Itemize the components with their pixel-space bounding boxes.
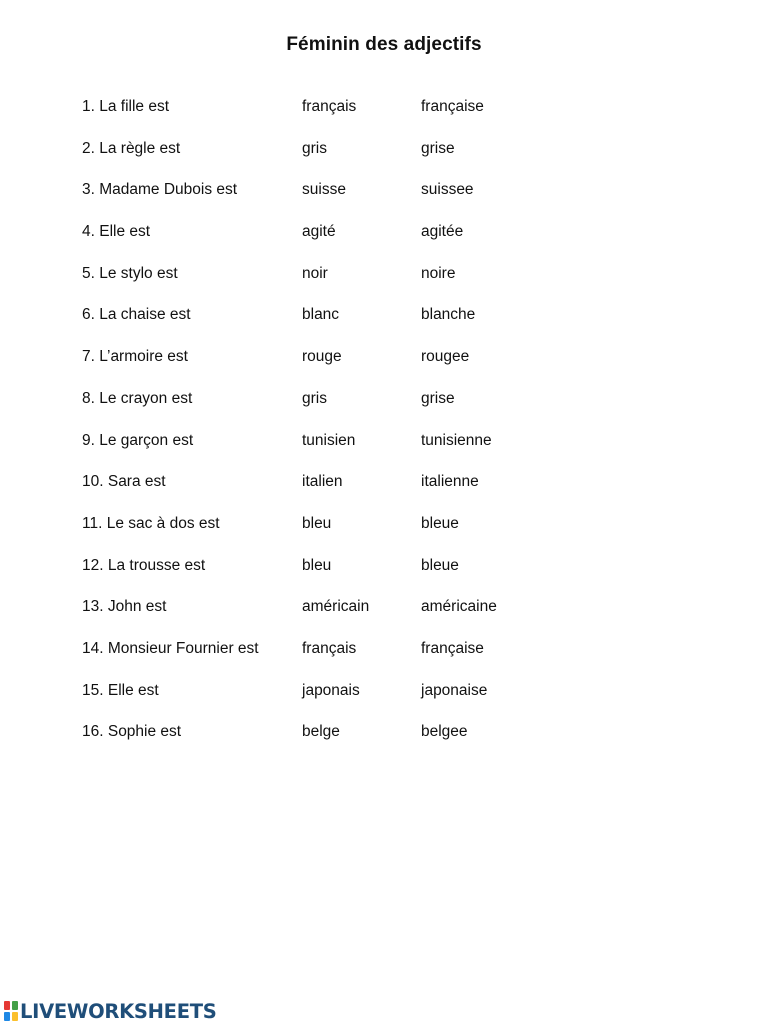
row-masculine: blanc <box>302 306 340 324</box>
row-sentence: 1. La fille est <box>82 98 170 115</box>
row-sentence: 3. Madame Dubois est <box>82 181 238 199</box>
row-feminine: belgee <box>421 723 468 741</box>
row-masculine: agité <box>302 223 336 241</box>
row-sentence: 11. Le sac à dos est <box>82 514 220 532</box>
row-masculine: américain <box>302 598 370 616</box>
row-masculine: suisse <box>302 181 346 199</box>
row-sentence: 4. Elle est <box>82 223 151 241</box>
logo-square-green <box>12 1001 18 1010</box>
row-feminine: rougee <box>421 348 470 366</box>
row-feminine: bleue <box>421 556 459 574</box>
page-title: Féminin des adjectifs <box>286 34 482 55</box>
row-feminine: noire <box>421 264 456 282</box>
row-feminine: agitée <box>421 223 464 241</box>
row-sentence: 9. Le garçon est <box>82 431 194 449</box>
row-sentence: 7. L’armoire est <box>82 348 188 366</box>
row-feminine: américaine <box>421 598 497 616</box>
row-masculine: japonais <box>302 681 360 699</box>
row-masculine: noir <box>302 264 328 282</box>
row-masculine: belge <box>302 723 340 741</box>
logo-text: LIVEWORKSHEETS <box>20 999 217 1023</box>
row-feminine: française <box>421 98 484 115</box>
row-sentence: 6. La chaise est <box>82 306 191 324</box>
row-sentence: 2. La règle est <box>82 139 181 157</box>
row-feminine: suissee <box>421 181 474 199</box>
row-feminine: blanche <box>421 306 476 324</box>
row-masculine: italien <box>302 473 343 491</box>
logo-square-red <box>4 1001 10 1010</box>
row-feminine: italienne <box>421 473 479 491</box>
row-feminine: française <box>421 639 484 657</box>
liveworksheets-logo-icon <box>4 1001 18 1021</box>
row-feminine: japonaise <box>421 681 488 699</box>
row-masculine: français <box>302 639 357 657</box>
row-masculine: gris <box>302 389 327 407</box>
row-masculine: bleu <box>302 514 332 532</box>
row-sentence: 5. Le stylo est <box>82 264 178 282</box>
row-masculine: rouge <box>302 348 342 366</box>
row-masculine: gris <box>302 139 327 157</box>
row-sentence: 16. Sophie est <box>82 723 182 741</box>
row-sentence: 13. John est <box>82 598 167 616</box>
logo-square-yellow <box>12 1012 18 1021</box>
row-masculine: tunisien <box>302 431 356 449</box>
row-feminine: bleue <box>421 514 459 532</box>
row-sentence: 8. Le crayon est <box>82 389 193 407</box>
row-sentence: 15. Elle est <box>82 681 159 699</box>
row-sentence: 12. La trousse est <box>82 556 206 574</box>
logo-square-blue <box>4 1012 10 1021</box>
row-masculine: bleu <box>302 556 332 574</box>
row-masculine: français <box>302 98 357 115</box>
row-feminine: tunisienne <box>421 431 492 449</box>
liveworksheets-logo[interactable] <box>4 999 216 1023</box>
row-feminine: grise <box>421 139 455 157</box>
row-feminine: grise <box>421 389 455 407</box>
row-sentence: 10. Sara est <box>82 473 166 491</box>
row-sentence: 14. Monsieur Fournier est <box>82 639 259 657</box>
